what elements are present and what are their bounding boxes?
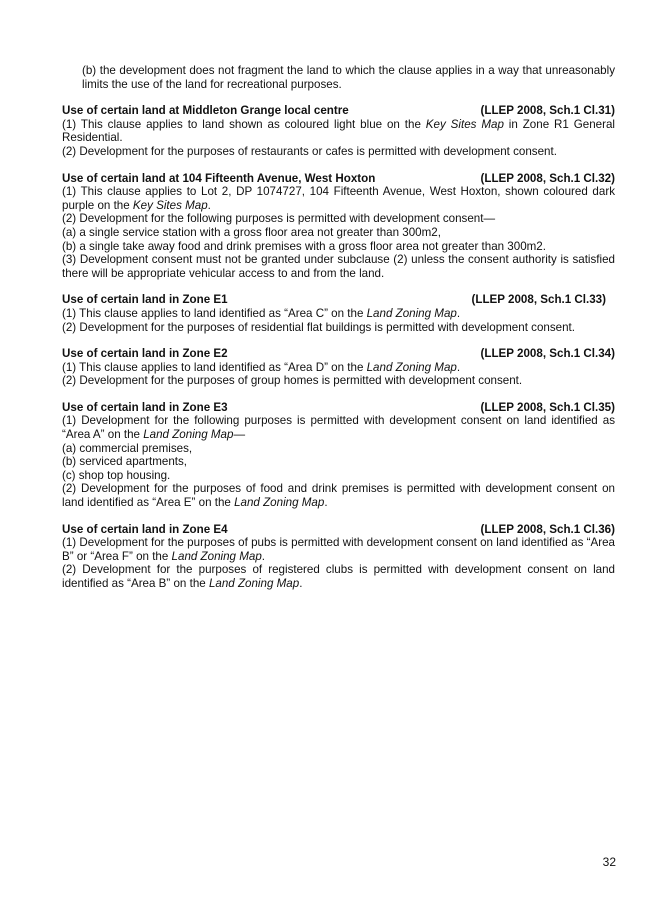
- clause-paragraph: (b) serviced apartments,: [62, 455, 188, 469]
- map-reference: Land Zoning Map: [208, 577, 300, 590]
- section-reference: (LLEP 2008, Sch.1 Cl.32): [480, 171, 615, 185]
- section-reference: (LLEP 2008, Sch.1 Cl.33): [471, 293, 606, 307]
- clause-paragraph: (2) Development for the following purposes is permitted with development consent—: [62, 212, 496, 226]
- section-reference: (LLEP 2008, Sch.1 Cl.34): [480, 347, 615, 361]
- section-title: Use of certain land in Zone E2: [62, 347, 228, 361]
- page-number: 32: [602, 855, 616, 869]
- section-reference: (LLEP 2008, Sch.1 Cl.35): [480, 400, 615, 414]
- section-heading: [62, 293, 615, 307]
- section-heading: [62, 523, 615, 537]
- clause-paragraph: (2) Development for the purposes of residential flat buildings is permitted with development consent.: [62, 320, 575, 334]
- section-heading: [62, 172, 615, 186]
- section-cl35: [62, 401, 615, 510]
- clause-paragraph: (1) This clause applies to land shown as coloured light blue on the Key Sites Map in Zone R1 General Residential.: [62, 117, 616, 145]
- clause-paragraph: (2) Development for the purposes of restaurants or cafes is permitted with development consent.: [62, 144, 557, 158]
- section-title: Use of certain land in Zone E1: [62, 293, 228, 307]
- clause-paragraph: (a) a single service station with a gross floor area not greater than 300m2,: [62, 225, 441, 239]
- section-reference: (LLEP 2008, Sch.1 Cl.36): [480, 522, 615, 536]
- section-title: Use of certain land at Middleton Grange local centre: [62, 104, 349, 118]
- section-title: Use of certain land in Zone E4: [62, 522, 228, 536]
- clause-paragraph: (1) Development for the purposes of pubs is permitted with development consent on land identified as “Area B” or “Area F” on the Land Zoning Map.: [62, 536, 615, 563]
- clause-paragraph: (2) Development for the purposes of food and drink premises is permitted with development consent on land identified as “Area E” on the Land Zoning Map.: [62, 482, 615, 510]
- clause-paragraph: (2) Development for the purposes of registered clubs is permitted with development consent on land identified as “Area B” on the Land Zoning Map.: [62, 563, 615, 590]
- map-reference: Land Zoning Map: [234, 496, 325, 510]
- clause-paragraph: (c) shop top housing.: [62, 468, 171, 482]
- clause-paragraph: (b) a single take away food and drink premises with a gross floor area not greater than 300m2.: [62, 239, 546, 253]
- section-title: Use of certain land in Zone E3: [62, 400, 228, 414]
- clause-paragraph: (3) Development consent must not be granted under subclause (2) unless the consent authority is satisfied there will be appropriate vehicular access to and from the land.: [62, 253, 615, 280]
- clause-paragraph: (1) Development for the following purposes is permitted with development consent on land identified as “Area A” on the Land Zoning Map—: [62, 414, 615, 442]
- section-heading: [62, 104, 615, 118]
- section-cl34: [62, 347, 615, 388]
- map-reference: Land Zoning Map: [366, 306, 457, 320]
- clause-paragraph: (1) This clause applies to land identified as “Area D” on the Land Zoning Map.: [62, 360, 461, 374]
- map-reference: Land Zoning Map: [143, 428, 234, 442]
- section-title: Use of certain land at 104 Fifteenth Avenue, West Hoxton: [62, 171, 376, 185]
- intro-paragraph: (b) the development does not fragment the land to which the clause applies in a way that unreasonably limits the use of the land for recreational purposes.: [82, 64, 615, 91]
- clause-paragraph: (1) This clause applies to Lot 2, DP 1074727, 104 Fifteenth Avenue, West Hoxton, shown coloured dark purple on the Key Sites Map.: [62, 185, 615, 212]
- clause-paragraph: (a) commercial premises,: [62, 441, 193, 455]
- section-reference: (LLEP 2008, Sch.1 Cl.31): [480, 104, 615, 118]
- clause-paragraph: (2) Development for the purposes of group homes is permitted with development consent.: [62, 374, 523, 388]
- section-cl31: [62, 104, 615, 158]
- clause-paragraph: (1) This clause applies to land identified as “Area C” on the Land Zoning Map.: [62, 306, 461, 320]
- map-reference: Land Zoning Map: [366, 360, 457, 374]
- document-page: [62, 64, 615, 591]
- section-heading: [62, 347, 615, 361]
- section-cl33: [62, 293, 615, 334]
- section-heading: [62, 401, 615, 415]
- map-reference: Key Sites Map: [132, 198, 208, 212]
- section-cl32: [62, 172, 615, 281]
- map-reference: Key Sites Map: [425, 117, 504, 131]
- map-reference: Land Zoning Map: [171, 549, 262, 563]
- section-cl36: [62, 523, 615, 591]
